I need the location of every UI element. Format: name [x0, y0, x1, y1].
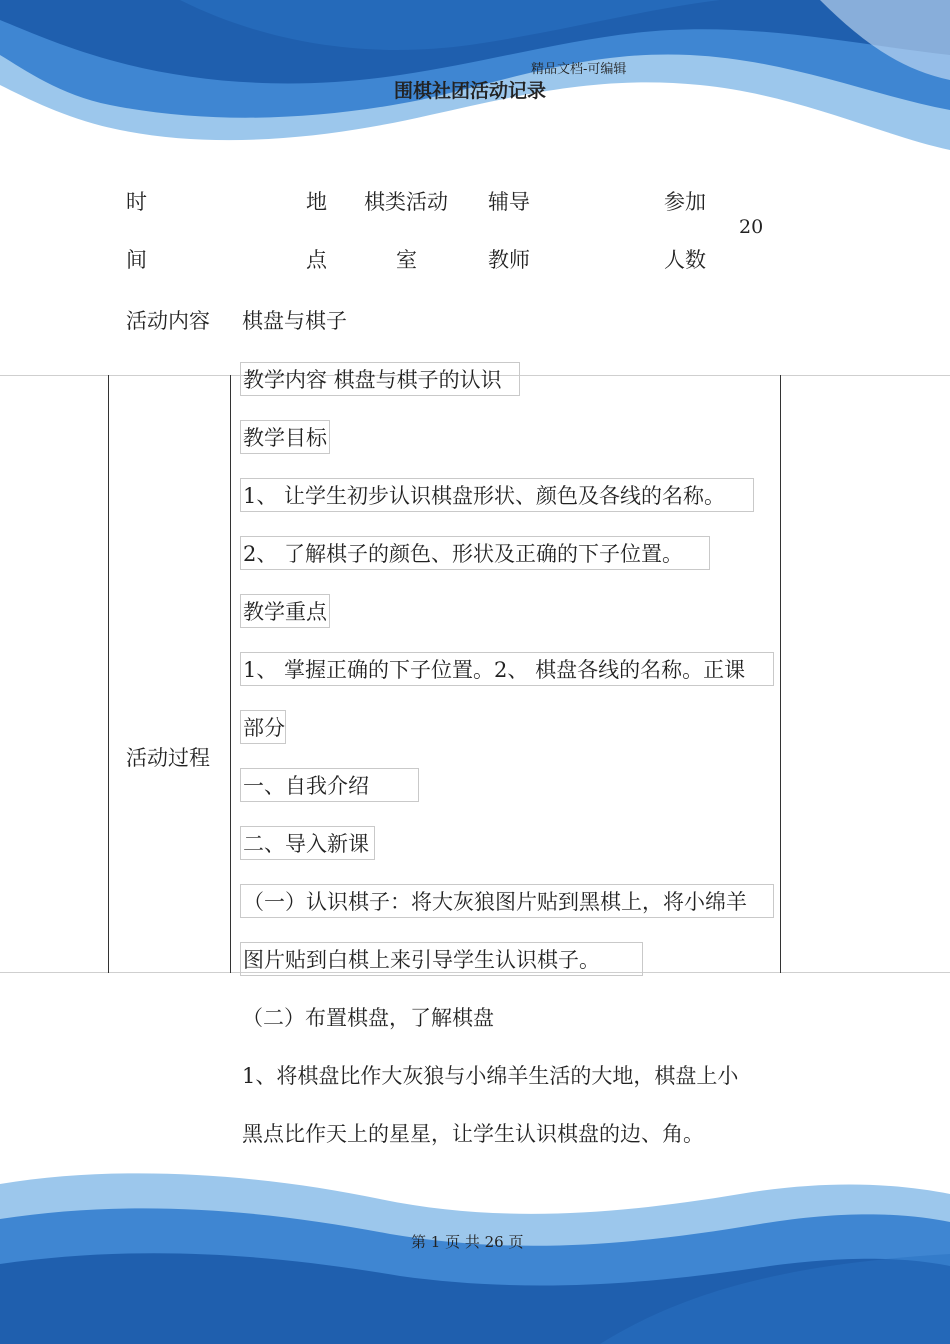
participants-label: 参加	[664, 190, 706, 214]
place-value: 棋类活动	[364, 190, 448, 214]
table-border-mid	[230, 375, 231, 973]
page-number: 第 1 页 共 26 页	[411, 1233, 524, 1251]
process-line: 二、导入新课	[240, 826, 375, 860]
process-line: 教学目标	[240, 420, 330, 454]
place-label-cont: 点	[306, 248, 327, 272]
time-label: 时	[126, 190, 147, 214]
process-line: 教学重点	[240, 594, 330, 628]
content-value: 棋盘与棋子	[242, 309, 347, 333]
time-label-cont: 间	[126, 248, 147, 272]
participants-label-cont: 人数	[664, 248, 706, 272]
table-border-right	[780, 375, 781, 973]
page-title: 围棋社团活动记录	[394, 80, 547, 102]
content-label: 活动内容	[126, 309, 210, 333]
continuation-line: （二）布置棋盘，了解棋盘	[242, 1006, 494, 1030]
process-line: 1、 掌握正确的下子位置。2、 棋盘各线的名称。正课	[240, 652, 774, 686]
place-value-cont: 室	[396, 248, 417, 272]
process-line: 1、 让学生初步认识棋盘形状、颜色及各线的名称。	[240, 478, 754, 512]
process-line: 图片贴到白棋上来引导学生认识棋子。	[240, 942, 643, 976]
process-line: 教学内容 棋盘与棋子的认识	[240, 362, 520, 396]
table-border-left	[108, 375, 109, 973]
teacher-label: 辅导	[488, 190, 530, 214]
participants-count: 20	[739, 216, 764, 238]
process-line: 一、自我介绍	[240, 768, 419, 802]
process-line: （一）认识棋子：将大灰狼图片贴到黑棋上，将小绵羊	[240, 884, 774, 918]
teacher-label-cont: 教师	[488, 248, 530, 272]
watermark-text: 精品文档-可编辑	[531, 62, 627, 77]
process-label: 活动过程	[126, 746, 210, 770]
continuation-line: 1、将棋盘比作大灰狼与小绵羊生活的大地，棋盘上小	[242, 1064, 739, 1088]
process-line: 2、 了解棋子的颜色、形状及正确的下子位置。	[240, 536, 710, 570]
process-line: 部分	[240, 710, 286, 744]
place-label: 地	[306, 190, 327, 214]
continuation-line: 黑点比作天上的星星，让学生认识棋盘的边、角。	[242, 1122, 704, 1146]
